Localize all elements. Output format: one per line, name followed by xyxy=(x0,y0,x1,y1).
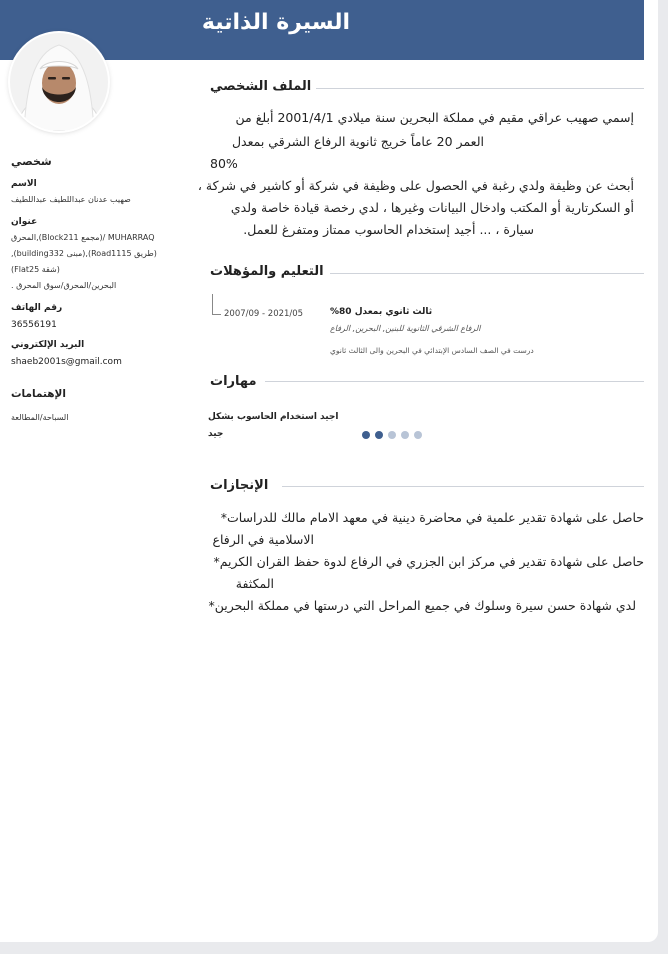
timeline-marker xyxy=(212,294,221,315)
profile-line-1: إسمي صهيب عراقي مقيم في مملكة البحرين سنة ميلادي 2001/4/1 أبلغ من xyxy=(235,110,634,125)
education-divider xyxy=(330,273,644,274)
skills-divider xyxy=(265,381,644,382)
profile-divider xyxy=(316,88,644,89)
email-label: البريد الإلكتروني xyxy=(11,340,85,350)
address-line-3: (شقة Flat25) xyxy=(11,265,60,274)
address-line-2: (طريق Road1115),(مبنى building332), xyxy=(11,249,157,258)
skill-level-rating xyxy=(362,431,422,439)
name-label: الاسم xyxy=(11,179,37,189)
profile-line-4: أبحث عن وظيفة ولدي رغبة في الحصول على وظيفة في شركة أو كاشير في شركة ، xyxy=(197,178,634,193)
skill-level-dot xyxy=(401,431,409,439)
education-description: درست في الصف السادس الإبتدائي في البحرين والى الثالث ثانوي xyxy=(330,346,534,355)
skill-name-line-1: اجيد استخدام الحاسوب بشكل xyxy=(208,412,339,422)
profile-line-5: أو السكرتارية أو المكتب وادخال البيانات وغيرها ، لدي رخصة قيادة خاصة ولدي xyxy=(230,200,634,215)
achievements-title: الإنجازات xyxy=(210,478,269,493)
profile-title: الملف الشخصي xyxy=(210,79,312,94)
skill-level-dot xyxy=(375,431,383,439)
avatar xyxy=(10,33,108,131)
name-value: صهيب عدنان عبداللطيف عبداللطيف xyxy=(11,195,131,204)
achievement-line-2: الاسلامية في الرفاع xyxy=(212,532,314,547)
skill-name-line-2: جيد xyxy=(208,429,224,439)
achievement-line-1: حاصل على شهادة تقدير علمية في محاضرة دينية في معهد الامام مالك للدراسات* xyxy=(220,510,644,525)
interests-heading: الإهتمامات xyxy=(11,388,66,400)
profile-line-2: العمر 20 عاماً خريج ثانوية الرفاع الشرقي بمعدل xyxy=(231,134,484,149)
address-line-4: البحرين/المحرق/سوق المحرق . xyxy=(11,281,117,290)
skill-level-dot xyxy=(388,431,396,439)
phone-label: رقم الهاتف xyxy=(11,303,63,313)
education-school: الرفاع الشرقي الثانوية للبنين, البحرين, الرفاع xyxy=(330,324,481,333)
personal-heading: شخصي xyxy=(11,155,52,168)
phone-value: 36556191 xyxy=(11,320,57,330)
education-dates: 2007/09 - 2021/05 xyxy=(224,309,304,319)
achievements-divider xyxy=(282,486,644,487)
address-label: عنوان xyxy=(11,217,38,227)
profile-line-3: 80% xyxy=(210,156,238,171)
page-title: السيرة الذاتية xyxy=(201,10,351,35)
education-title: التعليم والمؤهلات xyxy=(210,264,324,279)
address-line-1: MUHARRAQ /(مجمع Block211),المحرق xyxy=(11,233,155,242)
skill-level-dot xyxy=(414,431,422,439)
person-photo-icon xyxy=(10,33,108,131)
skill-level-dot xyxy=(362,431,370,439)
education-degree: ثالث ثانوي بمعدل 80% xyxy=(330,307,433,317)
interests-value: السباحة/المطالعة xyxy=(11,413,69,422)
achievement-line-5: لدي شهادة حسن سيرة وسلوك في جميع المراحل التي درستها في مملكة البحرين* xyxy=(208,598,636,613)
profile-line-6: سيارة ، ... أجيد إستخدام الحاسوب ممتاز ومتفرغ للعمل. xyxy=(243,222,534,237)
email-value[interactable]: shaeb2001s@gmail.com xyxy=(11,357,122,367)
achievement-line-4: المكثفة xyxy=(235,576,274,591)
skills-title: مهارات xyxy=(210,374,257,389)
achievement-line-3: حاصل على شهادة تقدير في مركز ابن الجزري في الرفاع لدوة حفظ القران الكريم* xyxy=(213,554,644,569)
